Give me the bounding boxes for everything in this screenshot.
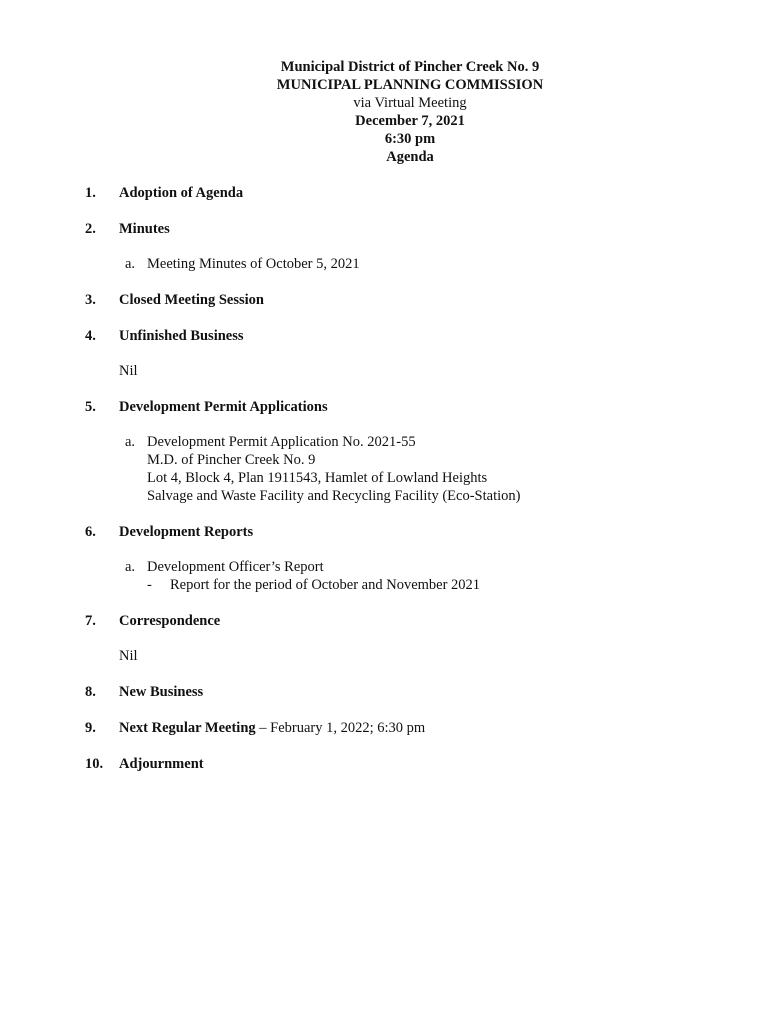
item-title: Minutes — [119, 221, 170, 237]
item-title: Closed Meeting Session — [119, 292, 264, 308]
item-number: 4. — [85, 328, 96, 344]
item-number: 2. — [85, 221, 96, 237]
commission-name: MUNICIPAL PLANNING COMMISSION — [276, 77, 544, 93]
sub-item-marker: a. — [125, 434, 136, 450]
item-title: Correspondence — [119, 613, 221, 629]
item-number: 3. — [85, 292, 96, 308]
detail-text: Report for the period of October and November 2021 — [170, 577, 481, 593]
item-number: 8. — [85, 684, 96, 700]
item-note: Nil — [119, 648, 138, 664]
item-number: 7. — [85, 613, 96, 629]
sub-item-line: M.D. of Pincher Creek No. 9 — [147, 452, 316, 468]
item-title: Development Permit Applications — [119, 399, 328, 415]
item-title: Adjournment — [119, 756, 204, 772]
item-note: Nil — [119, 363, 138, 379]
document-title: Agenda — [386, 149, 434, 165]
sub-item-text: Meeting Minutes of October 5, 2021 — [147, 256, 360, 272]
sub-item-marker: a. — [125, 559, 136, 575]
sub-item-line: Salvage and Waste Facility and Recycling Facility (Eco-Station) — [147, 488, 521, 504]
item-number: 1. — [85, 185, 96, 201]
dash-marker: - — [147, 577, 152, 593]
meeting-time: 6:30 pm — [384, 131, 436, 147]
item-number: 9. — [85, 720, 96, 736]
meeting-date: December 7, 2021 — [355, 113, 465, 129]
item-title-detail: – February 1, 2022; 6:30 pm — [255, 720, 426, 736]
agenda-header — [0, 58, 770, 166]
item-number: 5. — [85, 399, 96, 415]
item-title: Unfinished Business — [119, 328, 244, 344]
sub-item-line: Lot 4, Block 4, Plan 1911543, Hamlet of Lowland Heights — [147, 470, 488, 486]
item-title: Adoption of Agenda — [119, 185, 244, 201]
item-title-text: Next Regular Meeting — [119, 720, 256, 736]
item-number: 10. — [85, 756, 104, 772]
sub-item-line: Development Permit Application No. 2021-55 — [147, 434, 416, 450]
meeting-format: via Virtual Meeting — [353, 95, 467, 111]
sub-item-marker: a. — [125, 256, 136, 272]
item-title — [119, 719, 425, 737]
sub-item-text: Development Officer’s Report — [147, 559, 324, 575]
item-title: Development Reports — [119, 524, 254, 540]
item-title: New Business — [119, 684, 204, 700]
item-number: 6. — [85, 524, 96, 540]
organization-name: Municipal District of Pincher Creek No. 9 — [280, 59, 540, 75]
